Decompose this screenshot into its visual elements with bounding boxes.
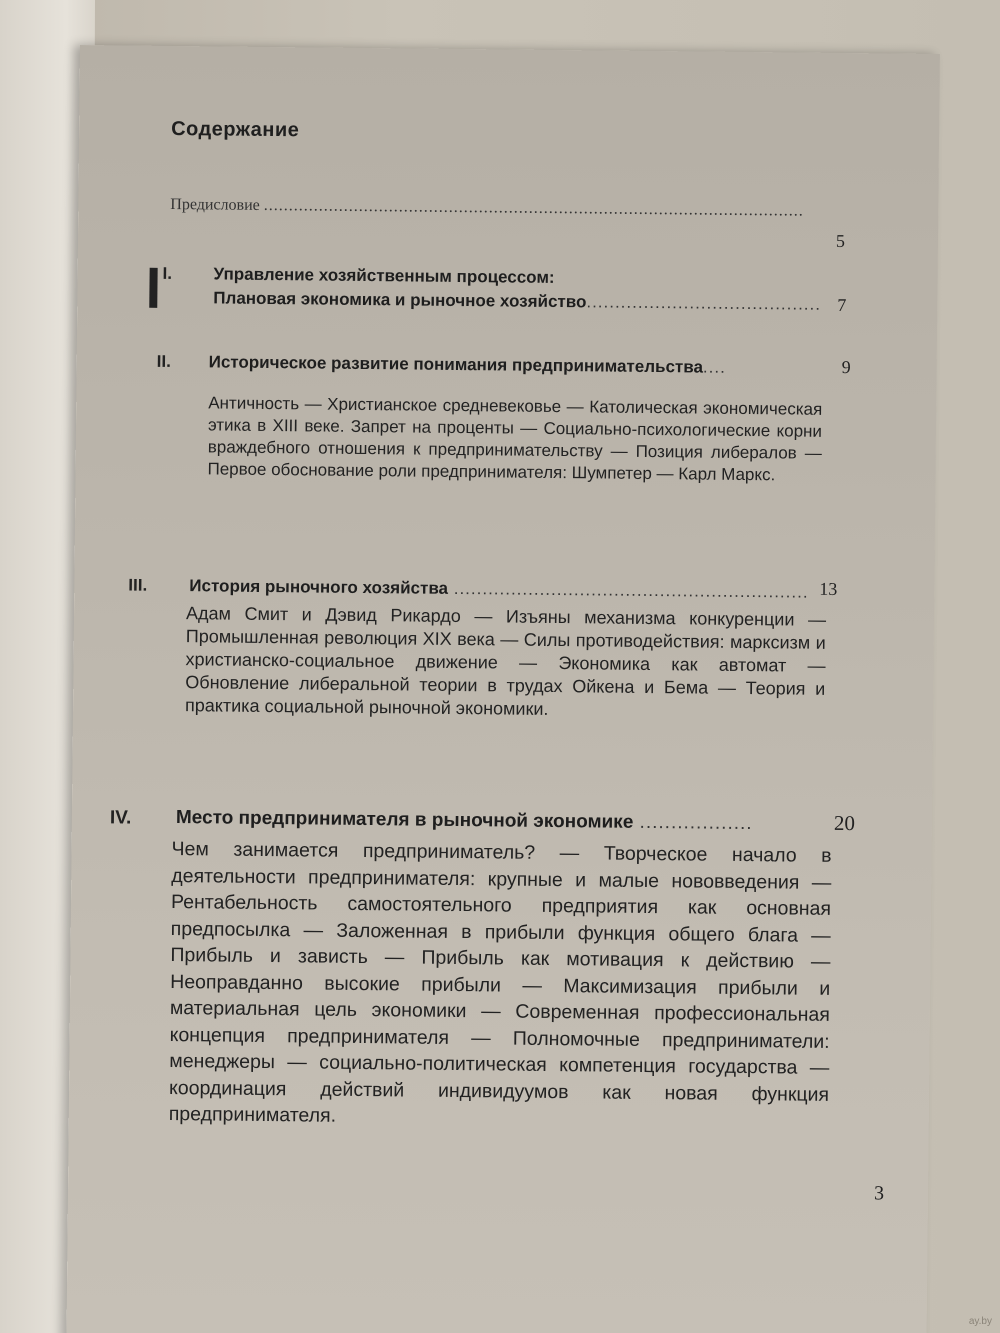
leader-dots: ............................................................................................................	[263, 196, 804, 220]
preface-title: Предисловие	[170, 195, 260, 214]
section-1-title-line-2: Плановая экономика и рыночное хозяйство	[213, 288, 587, 312]
section-1-page: 7	[837, 294, 847, 316]
section-2-page: 9	[841, 356, 851, 378]
section-4-description: Чем занимается предприниматель? — Творческое начало в деятельности предпринимателя: крупные и малые нововведения — Рентабельность самостоятельного предприятия как основная предпосылка — Заложенная в прибыли функция общего блага — Прибыль и зависть — Прибыль как мотивация к действию — Неоправданно высокие прибыли — Максимизация прибыли и материальная цель экономики — Современная профессиональная концепция предпринимателя — Полномочные предприниматели: менеджеры — социально-политическая компетенция государства — координация действий индивидуумов как новая функция предпринимателя.	[168, 838, 832, 1127]
binding-mark	[149, 268, 157, 308]
section-4-title: Место предпринимателя в рыночной экономике ..................	[175, 807, 753, 835]
section-3-description: Адам Смит и Дэвид Рикардо — Изъяны механизма конкуренции — Промышленная революция XIX века — Силы противодействия: марксизм и христианско-социальное движение — Экономика как автомат — Обновление либеральной теории в трудах Ойкена и Бема — Теория и практика социальной рыночной экономики.	[184, 603, 827, 719]
section-2-description: Античность — Христианское средневековье — Католическая экономическая этика в XIII веке. Запрет на проценты — Социально-психологические корни враждебного отношения к предпринимательству — Позиция либералов — Первое обоснование роли предпринимателя: Шумпетер — Карл Маркс.	[207, 393, 823, 485]
leader-dots: ....	[702, 357, 726, 377]
leader-dots: .........................................	[586, 292, 822, 314]
contents-page	[66, 45, 940, 1333]
section-3-number: III.	[128, 575, 148, 595]
leader-dots: ..................	[633, 811, 753, 835]
section-1-title-line-1: Управление хозяйственным процессом:	[213, 264, 555, 287]
preface-entry	[170, 196, 804, 221]
page-heading: Содержание	[171, 117, 300, 142]
section-1-title	[213, 262, 821, 316]
section-3-title: История рыночного хозяйства ..............................................................	[189, 576, 809, 602]
section-2-number: II.	[156, 351, 171, 371]
watermark: ay.by	[968, 1316, 992, 1327]
section-1-number: I.	[162, 263, 173, 283]
section-2-title: Историческое развитие понимания предпринимательства....	[208, 352, 726, 377]
section-3-page: 13	[819, 578, 838, 599]
leader-dots: ..............................................................	[447, 578, 809, 602]
section-4-number: IV.	[109, 807, 132, 829]
section-4-page: 20	[833, 810, 856, 836]
page-number: 3	[873, 1182, 885, 1205]
preface-page: 5	[835, 230, 846, 252]
